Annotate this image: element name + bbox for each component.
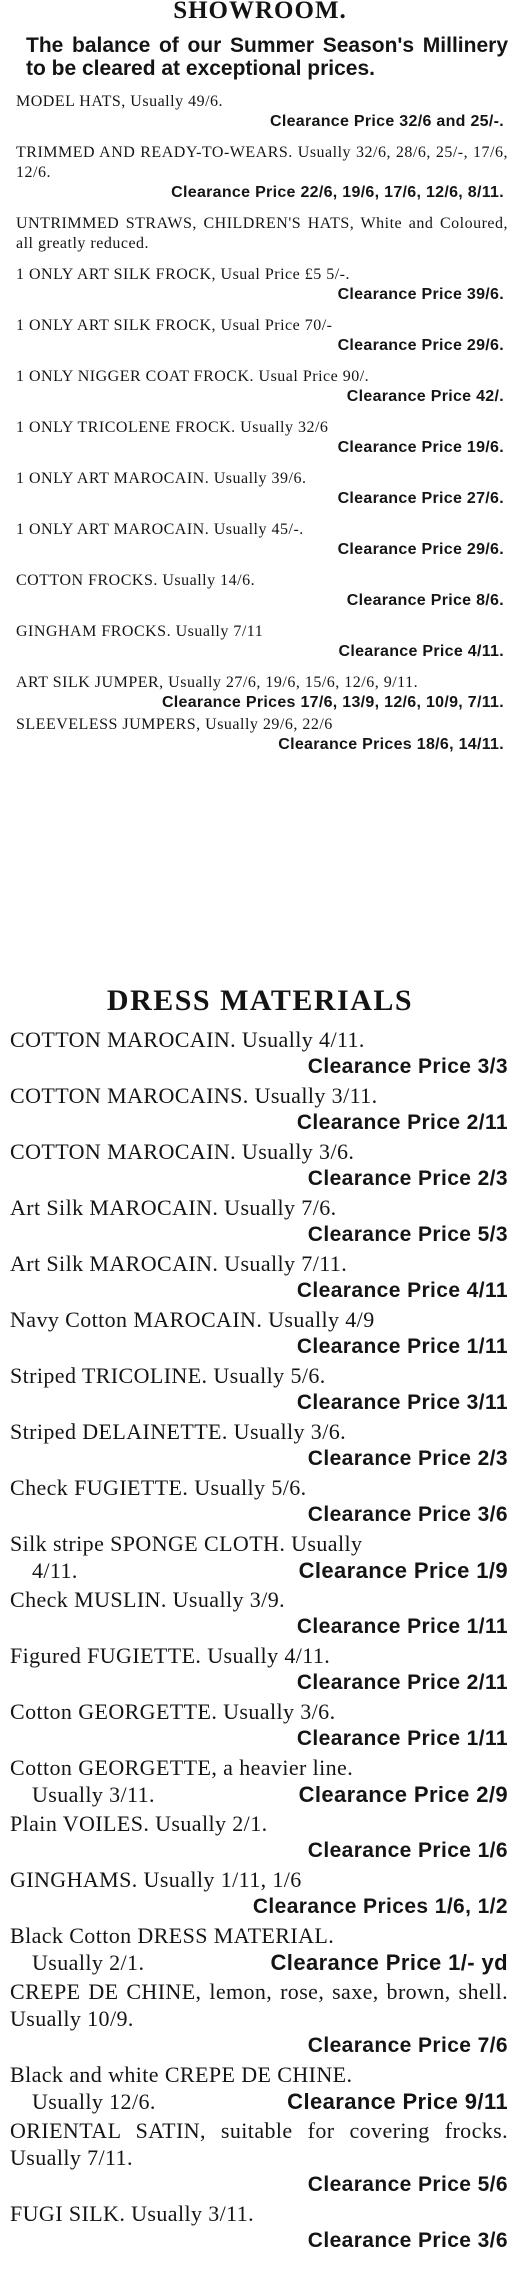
- list-item: [8, 1026, 512, 1080]
- list-item: [8, 1586, 512, 1640]
- clearance-price: Clearance Price 19/6.: [337, 439, 504, 456]
- clearance-price: Clearance Price 8/6.: [346, 592, 504, 609]
- item-description-continued: Clearance Price 1/9 4/11.: [32, 1558, 508, 1583]
- dress-materials-heading: DRESS MATERIALS: [106, 984, 414, 1017]
- clearance-price: Clearance Price 42/.: [346, 388, 504, 405]
- list-item: [8, 571, 512, 611]
- list-item: [8, 1698, 512, 1752]
- clearance-price: Clearance Price 22/6, 19/6, 17/6, 12/6, 8/11.: [171, 184, 504, 201]
- item-description: CREPE DE CHINE, lemon, rose, saxe, brown, shell. Usually 10/9.: [10, 1979, 508, 2031]
- item-description: 1 ONLY TRICOLENE FROCK. Usually 32/6: [16, 419, 329, 436]
- clearance-price: Clearance Price 4/11.: [338, 643, 504, 660]
- item-description: ART SILK JUMPER, Usually 27/6, 19/6, 15/6, 12/6, 9/11.: [16, 674, 419, 691]
- item-description: 1 ONLY ART SILK FROCK, Usual Price 70/-: [16, 317, 333, 334]
- clearance-price: Clearance Price 2/11: [296, 1671, 508, 1694]
- list-item: [8, 1810, 512, 1864]
- list-item: [8, 1754, 512, 1808]
- item-description: COTTON FROCKS. Usually 14/6.: [16, 572, 256, 589]
- clearance-price: Clearance Price 3/11: [296, 1391, 508, 1414]
- clearance-price: Clearance Price 1/11: [296, 1335, 508, 1358]
- clearance-price: Clearance Price 1/11: [296, 1727, 508, 1750]
- clearance-price: Clearance Price 7/6: [307, 2034, 508, 2057]
- list-item: [8, 469, 512, 509]
- list-item: [8, 2117, 512, 2198]
- item-description: Art Silk MAROCAIN. Usually 7/6.: [10, 1195, 337, 1220]
- list-item: [8, 1138, 512, 1192]
- list-item: [8, 1922, 512, 1976]
- clearance-price: Clearance Price 5/6: [307, 2173, 508, 2196]
- clearance-price: Clearance Prices 18/6, 14/11.: [278, 736, 504, 753]
- clearance-price: Clearance Price 1/9: [298, 1558, 508, 1583]
- item-description: Plain VOILES. Usually 2/1.: [10, 1811, 268, 1836]
- clearance-price: Clearance Price 5/3: [307, 1223, 508, 1246]
- item-description: Art Silk MAROCAIN. Usually 7/11.: [10, 1251, 348, 1276]
- item-description: Black and white CREPE DE CHINE.: [10, 2062, 353, 2087]
- item-description: Check FUGIETTE. Usually 5/6.: [10, 1475, 307, 1500]
- item-description: COTTON MAROCAINS. Usually 3/11.: [10, 1083, 378, 1108]
- clearance-price: Clearance Price 27/6.: [337, 490, 504, 507]
- clearance-price: Clearance Price 1/- yd: [270, 1950, 508, 1975]
- list-item: [8, 622, 512, 662]
- list-item: [8, 1082, 512, 1136]
- item-description: COTTON MAROCAIN. Usually 4/11.: [10, 1027, 365, 1052]
- item-description: COTTON MAROCAIN. Usually 3/6.: [10, 1139, 355, 1164]
- item-description: Check MUSLIN. Usually 3/9.: [10, 1587, 285, 1612]
- item-description: Cotton GEORGETTE, a heavier line.: [10, 1755, 354, 1780]
- item-description: FUGI SILK. Usually 3/11.: [10, 2201, 255, 2226]
- list-item: [8, 520, 512, 560]
- item-description: GINGHAMS. Usually 1/11, 1/6: [10, 1867, 302, 1892]
- item-description: TRIMMED AND READY-TO-WEARS. Usually 32/6, 28/6, 25/-, 17/6, 12/6.: [16, 144, 508, 181]
- clearance-price: Clearance Price 3/3: [307, 1055, 508, 1078]
- item-description-continued: Clearance Price 1/- yd Usually 2/1.: [32, 1950, 508, 1975]
- list-item: [8, 1474, 512, 1528]
- clearance-price: Clearance Price 2/3: [307, 1447, 508, 1470]
- list-item: [8, 143, 512, 203]
- list-item: [8, 1306, 512, 1360]
- list-item: [8, 1978, 512, 2059]
- clearance-price: Clearance Price 32/6 and 25/-.: [269, 113, 504, 130]
- item-description: Navy Cotton MAROCAIN. Usually 4/9: [10, 1307, 375, 1332]
- list-item: [8, 1642, 512, 1696]
- item-description-continued: Clearance Price 9/11 Usually 12/6.: [32, 2089, 508, 2114]
- clearance-price: Clearance Price 2/3: [307, 1167, 508, 1190]
- item-description: 1 ONLY NIGGER COAT FROCK. Usual Price 90/.: [16, 368, 370, 385]
- clearance-price: Clearance Price 9/11: [287, 2089, 508, 2114]
- clearance-price: Clearance Price 29/6.: [337, 541, 504, 558]
- showroom-list: [8, 92, 512, 982]
- clearance-price: Clearance Price 29/6.: [337, 337, 504, 354]
- clearance-price: Clearance Price 1/6: [307, 1839, 508, 1862]
- list-item: [8, 1250, 512, 1304]
- list-item: [8, 1362, 512, 1416]
- item-description: 1 ONLY ART MAROCAIN. Usually 39/6.: [16, 470, 307, 487]
- item-description: Figured FUGIETTE. Usually 4/11.: [10, 1643, 331, 1668]
- clearance-price: Clearance Price 3/6: [307, 2229, 508, 2252]
- clearance-price: Clearance Price 2/11: [296, 1111, 508, 1134]
- clearance-price: Clearance Prices 1/6, 1/2: [252, 1895, 508, 1918]
- clearance-price: Clearance Price 4/11: [296, 1279, 508, 1302]
- item-description: GINGHAM FROCKS. Usually 7/11: [16, 623, 264, 640]
- list-item: [8, 1418, 512, 1472]
- list-item: [8, 214, 512, 254]
- clearance-price: Clearance Price 1/11: [296, 1615, 508, 1638]
- item-description: Black Cotton DRESS MATERIAL.: [10, 1923, 335, 1948]
- item-description-continued: Clearance Price 2/9 Usually 3/11.: [32, 1782, 508, 1807]
- list-item: [8, 2061, 512, 2115]
- list-item: [8, 673, 512, 713]
- clearance-price: Clearance Prices 17/6, 13/9, 12/6, 10/9, 7/11.: [161, 694, 504, 711]
- showroom-heading: SHOWROOM.: [173, 0, 347, 24]
- item-description: Striped TRICOLINE. Usually 5/6.: [10, 1363, 326, 1388]
- item-description: Cotton GEORGETTE. Usually 3/6.: [10, 1699, 336, 1724]
- dress-materials-list: [8, 1026, 512, 2256]
- item-description: MODEL HATS, Usually 49/6.: [16, 93, 224, 110]
- item-description: Striped DELAINETTE. Usually 3/6.: [10, 1419, 347, 1444]
- clearance-price: Clearance Price 39/6.: [337, 286, 504, 303]
- list-item: [8, 265, 512, 305]
- list-item: [8, 1194, 512, 1248]
- item-description: UNTRIMMED STRAWS, CHILDREN'S HATS, White and Coloured, all greatly reduced.: [16, 215, 508, 252]
- list-item: [8, 1530, 512, 1584]
- list-item: [8, 1866, 512, 1920]
- list-item: [8, 367, 512, 407]
- list-item: [8, 92, 512, 132]
- list-item: [8, 418, 512, 458]
- item-description: Silk stripe SPONGE CLOTH. Usually: [10, 1531, 363, 1556]
- list-item: [8, 2200, 512, 2254]
- item-description: SLEEVELESS JUMPERS, Usually 29/6, 22/6: [16, 716, 333, 733]
- item-description: 1 ONLY ART SILK FROCK, Usual Price £5 5/-.: [16, 266, 350, 283]
- clearance-price: Clearance Price 2/9: [298, 1782, 508, 1807]
- showroom-intro: The balance of our Summer Season's Millinery to be cleared at exceptional prices.: [26, 34, 508, 80]
- list-item: [8, 316, 512, 356]
- list-item: [8, 715, 512, 755]
- item-description: ORIENTAL SATIN, suitable for covering frocks. Usually 7/11.: [10, 2118, 508, 2170]
- item-description: 1 ONLY ART MAROCAIN. Usually 45/-.: [16, 521, 304, 538]
- clearance-price: Clearance Price 3/6: [307, 1503, 508, 1526]
